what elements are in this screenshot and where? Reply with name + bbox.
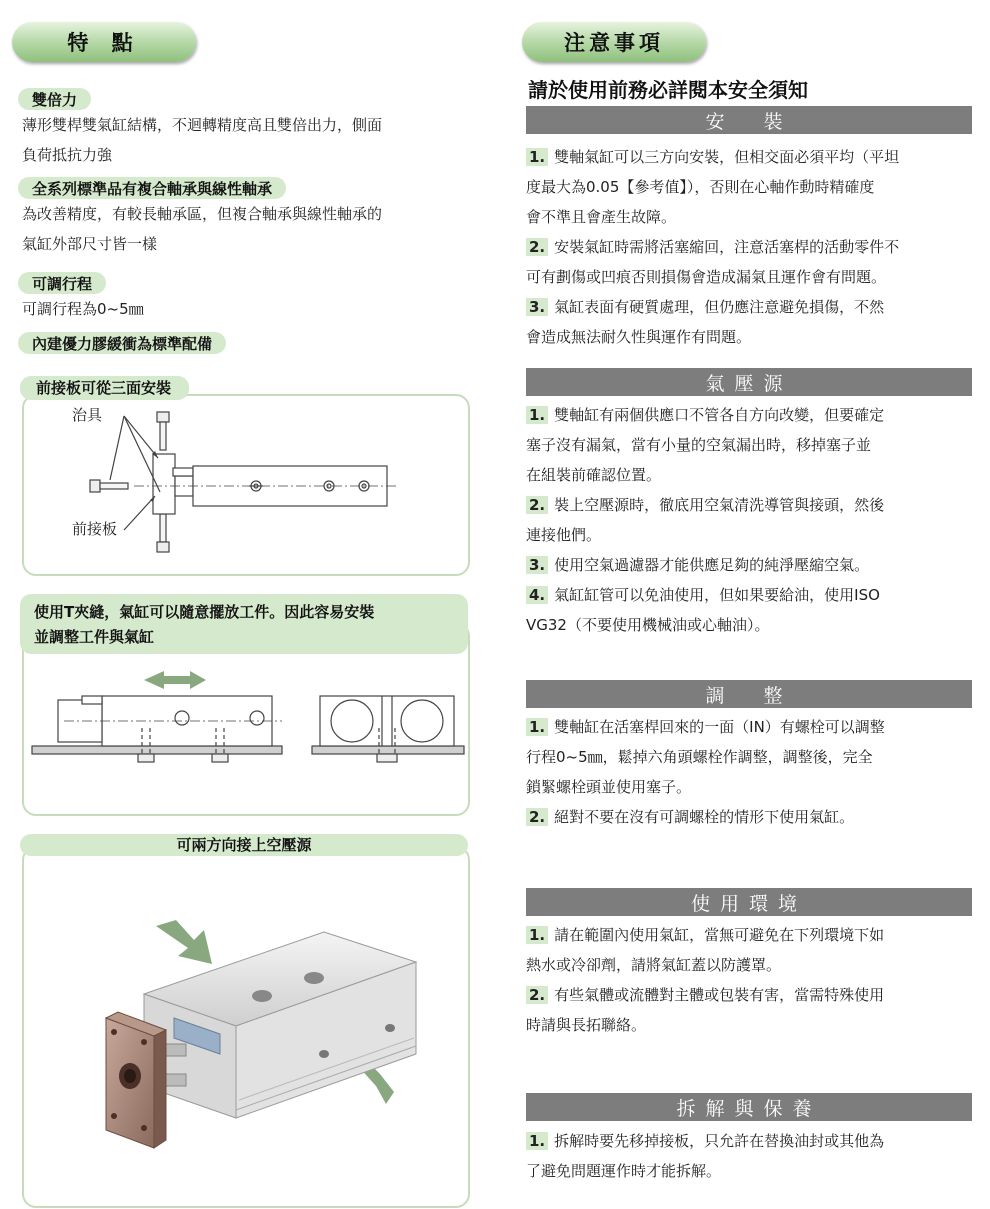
list-item: 1. 拆解時要先移掉接板，只允許在替換油封或其他為 了避免問題運作時才能拆解。 — [526, 1132, 885, 1180]
section-environment-title: 使用環境 — [526, 888, 972, 916]
notes-header: 注意事項 — [522, 22, 706, 62]
section-adjustment-list — [526, 712, 974, 832]
feature-title-double-force: 雙倍力 — [18, 88, 91, 110]
list-item: 4. 氣缸缸管可以免油使用，但如果要給油，使用ISO VG32（不要使用機械油或心軸油）。 — [526, 586, 880, 634]
list-item: 1. 請在範圍內使用氣缸，當無可避免在下列環境下如 熱水或冷卻劑，請將氣缸蓋以防護罩。 — [526, 926, 885, 974]
box-air-supply — [22, 846, 470, 1208]
list-item: 2. 絕對不要在沒有可調螺栓的情形下使用氣缸。 — [526, 802, 974, 832]
feature-title-bearings: 全系列標準品有複合軸承與線性軸承 — [18, 177, 286, 199]
features-header: 特 點 — [12, 22, 196, 62]
box-front-plate-mounting — [22, 394, 470, 576]
section-installation-title: 安 裝 — [526, 106, 972, 134]
box1-title: 前接板可從三面安裝 — [20, 376, 189, 400]
list-item: 1. 雙軸缸在活塞桿回來的一面（IN）有螺栓可以調整 行程0~5㎜，鬆掉六角頭螺栓作調整，調整後，完全 鎖緊螺栓頭並使用塞子。 — [526, 718, 885, 796]
cylinder-photo-illustration — [24, 848, 468, 1206]
list-item: 2. 安裝氣缸時需將活塞縮回，注意活塞桿的活動零件不 可有劃傷或凹痕否則損傷會造成漏氣且運作會有問題。 — [526, 238, 900, 286]
section-installation-list — [526, 142, 974, 352]
label-jig: 治具 — [72, 406, 103, 424]
list-item: 1. 雙軸缸有兩個供應口不管各自方向改變，但要確定 塞子沒有漏氣，當有小量的空氣漏出時，移掉塞子並 在組裝前確認位置。 — [526, 406, 885, 484]
feature-title-cushion: 內建優力膠緩衝為標準配備 — [18, 332, 226, 354]
list-item: 3. 氣缸表面有硬質處理，但仍應注意避免損傷，不然 會造成無法耐久性與運作有問題。 — [526, 298, 885, 346]
list-item: 2. 裝上空壓源時，徹底用空氣清洗導管與接頭，然後 連接他們。 — [526, 496, 885, 544]
section-adjustment-title: 調 整 — [526, 680, 972, 708]
feature-desc-double-force: 薄形雙桿雙氣缸結構，不迴轉精度高且雙倍出力，側面 負荷抵抗力強 — [22, 116, 383, 164]
list-item: 1. 雙軸氣缸可以三方向安裝，但相交面必須平均（平坦 度最大為0.05【參考值】），否則在心軸作動時精確度 會不準且會產生故障。 — [526, 148, 900, 226]
box3-title: 可兩方向接上空壓源 — [20, 834, 468, 856]
box2-title: 使用T夾縫，氣缸可以隨意擺放工件。因此容易安裝 並調整工件與氣缸 — [20, 594, 468, 654]
section-air-source-list — [526, 400, 974, 640]
section-environment-list — [526, 920, 974, 1040]
feature-title-adjustable-stroke: 可調行程 — [18, 272, 106, 294]
notes-subtitle: 請於使用前務必詳閱本安全須知 — [528, 78, 808, 102]
list-item: 2. 有些氣體或流體對主體或包裝有害，當需特殊使用 時請與長拓聯絡。 — [526, 986, 885, 1034]
section-maintenance-title: 拆解與保養 — [526, 1093, 972, 1121]
feature-desc-adjustable-stroke: 可調行程為0~5㎜ — [22, 300, 144, 318]
section-maintenance-list — [526, 1126, 974, 1186]
feature-desc-bearings: 為改善精度，有較長軸承區，但複合軸承與線性軸承的 氣缸外部尺寸皆一樣 — [22, 205, 383, 253]
section-air-source-title: 氣壓源 — [526, 368, 972, 396]
list-item: 3. 使用空氣過濾器才能供應足夠的純淨壓縮空氣。 — [526, 550, 974, 580]
label-front-plate: 前接板 — [72, 520, 118, 538]
